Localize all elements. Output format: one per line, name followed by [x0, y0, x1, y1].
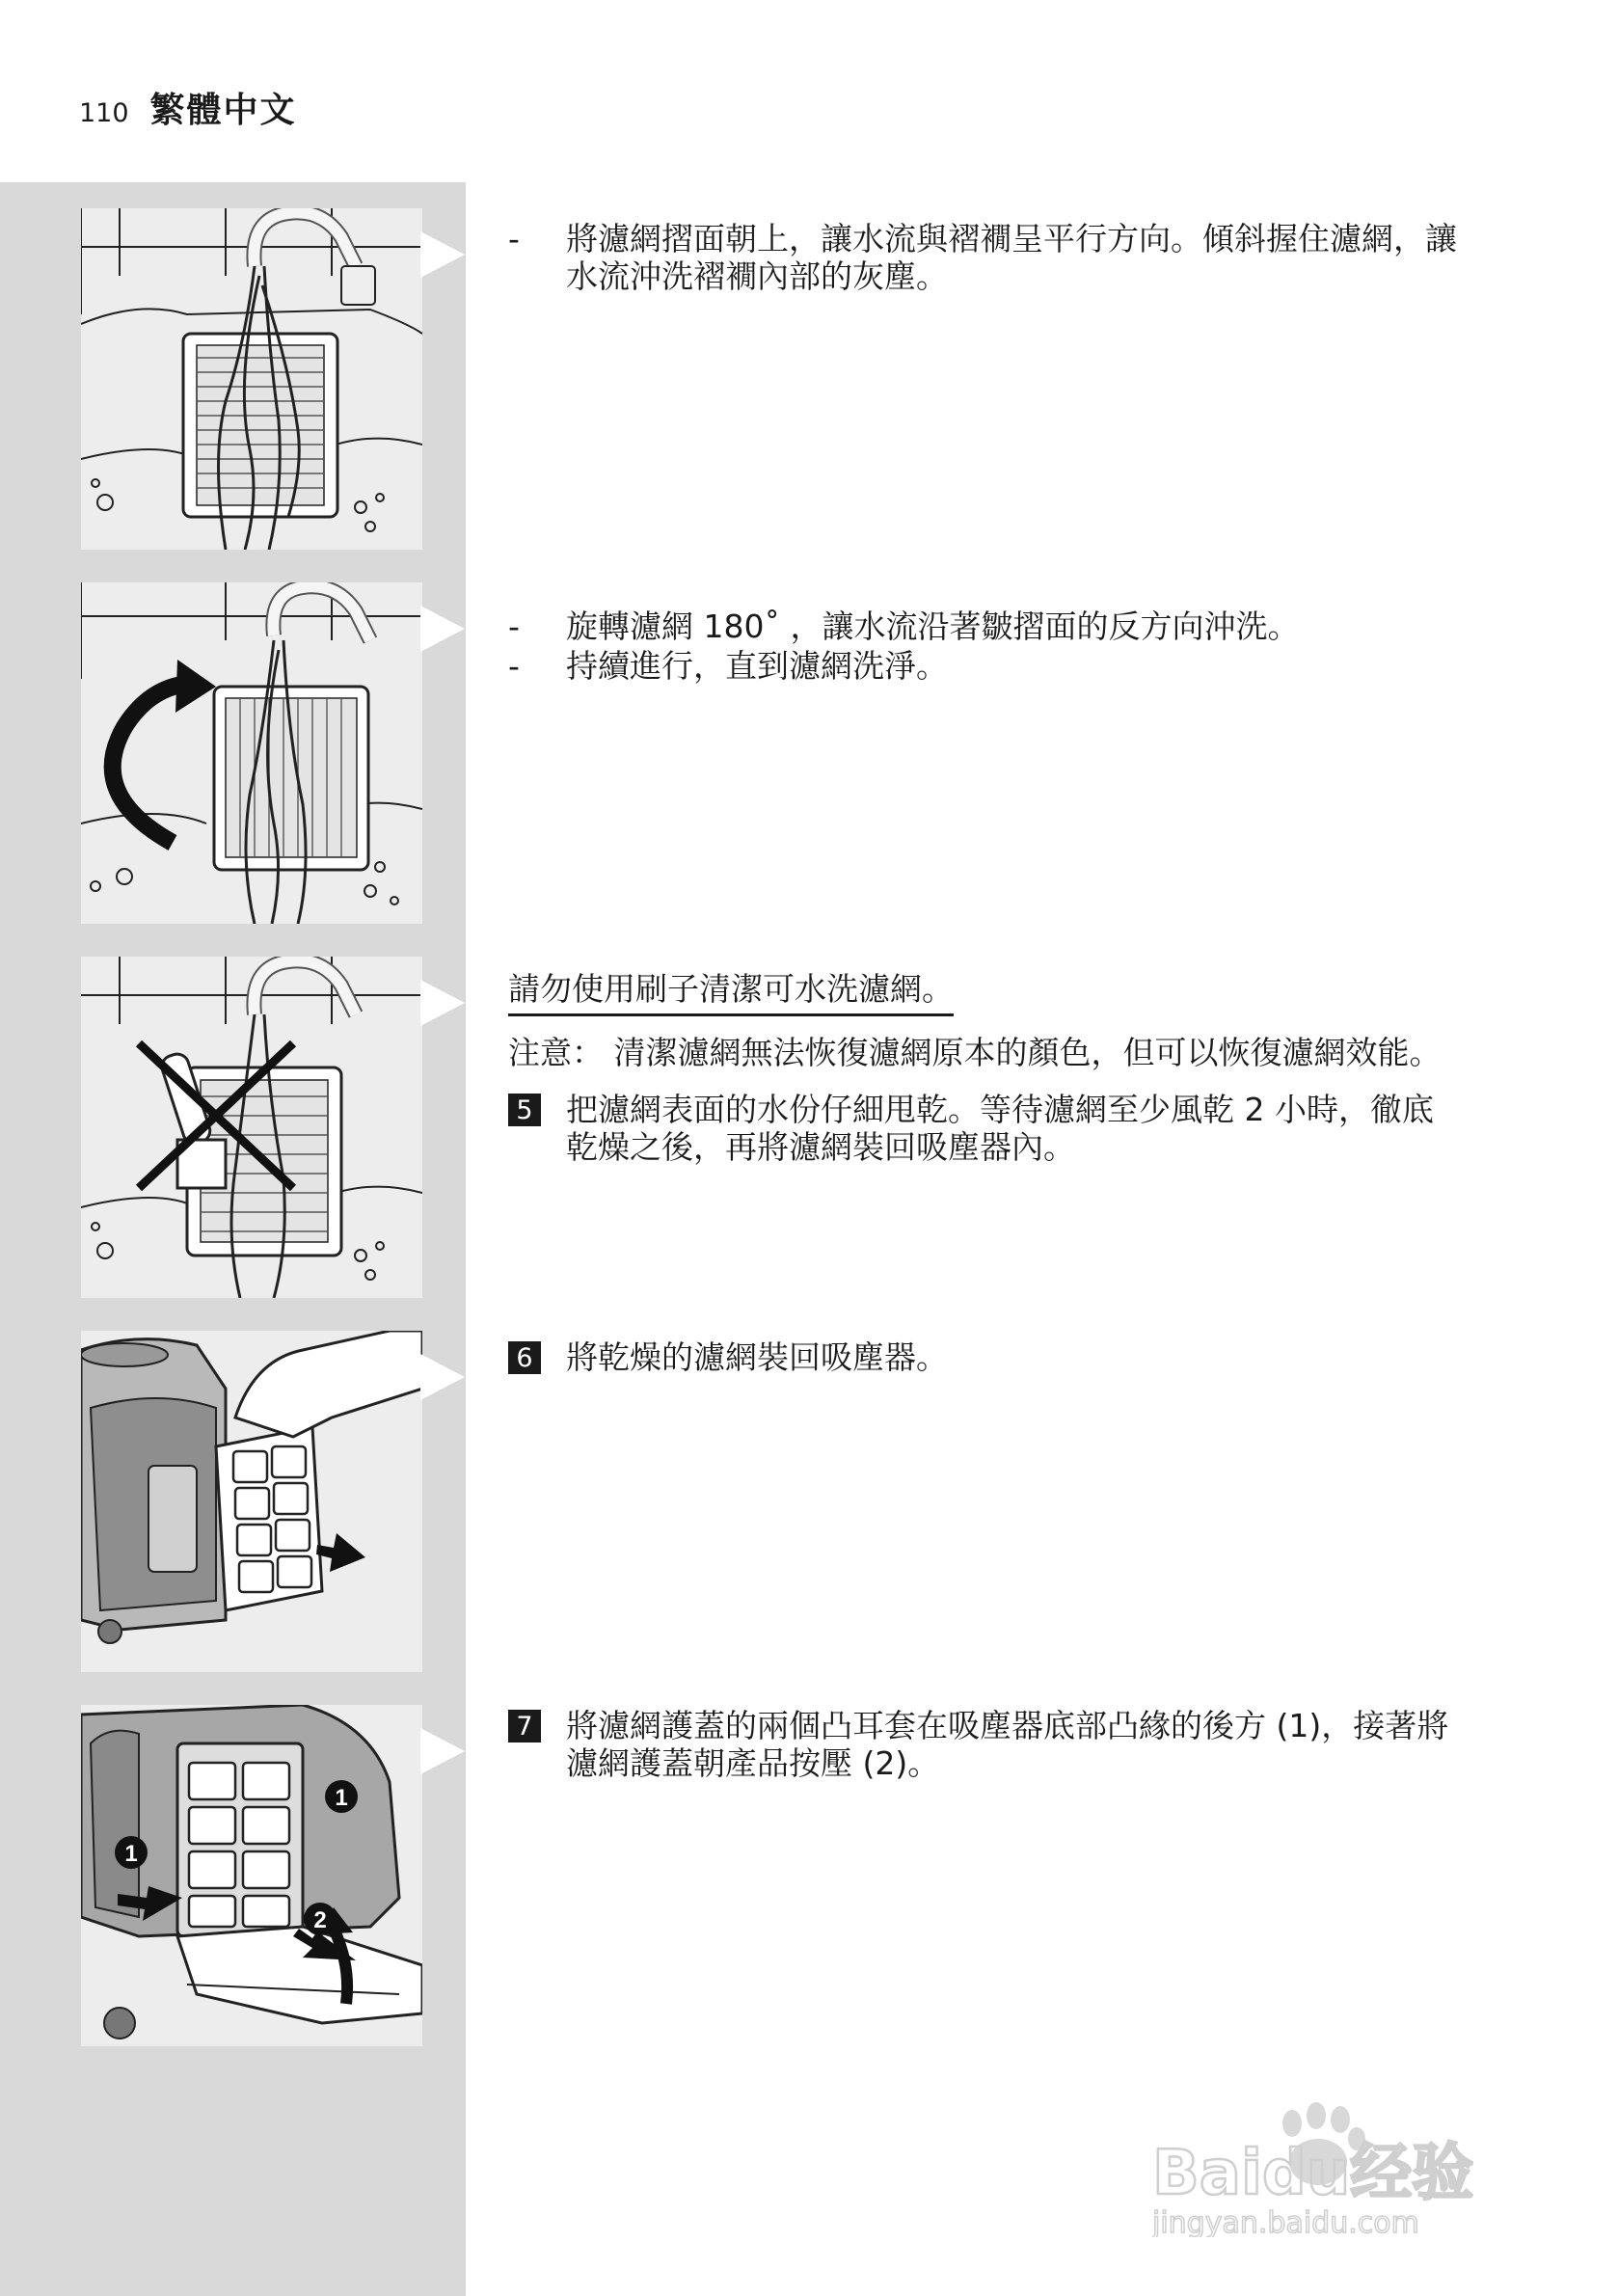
- bullet-dash: -: [508, 608, 520, 645]
- callout-1-label: 1: [335, 1785, 348, 1811]
- step-text: 將乾燥的濾網裝回吸塵器。: [566, 1338, 948, 1376]
- note-text: 注意： 清潔濾網無法恢復濾網原本的顏色，但可以恢復濾網效能。: [508, 1034, 1442, 1071]
- step-text: 把濾網表面的水份仔細甩乾。等待濾網至少風乾 2 小時，徹底 乾燥之後，再將濾網裝回吸塵器內。: [566, 1091, 1434, 1166]
- section-cover-text: [508, 1707, 1559, 1782]
- figure-rotate-filter: [81, 582, 422, 924]
- step-5: [508, 1091, 1559, 1166]
- figure-rinse-filter: [81, 208, 422, 550]
- bullet-text: 旋轉濾網 180˚ ，讓水流沿著皺摺面的反方向沖洗。: [566, 608, 1300, 645]
- step-7: [508, 1707, 1559, 1782]
- figure-filter-cover: [81, 1705, 422, 2046]
- bullet-dash: -: [508, 220, 520, 257]
- figure-pointer: [420, 1728, 465, 1774]
- bullet-item: [508, 220, 1559, 295]
- baidu-paw-logo: [1152, 2102, 1557, 2237]
- watermark-url: jingyan.baidu.com: [1152, 2206, 1419, 2237]
- baidu-watermark: [1152, 2102, 1557, 2237]
- bullet-item: [508, 608, 1559, 645]
- bullet-item: [508, 647, 1559, 685]
- page-number: 110: [79, 98, 129, 128]
- bullet-dash: -: [508, 647, 520, 685]
- figure-no-brush: [81, 957, 422, 1298]
- figure-pointer: [420, 231, 465, 278]
- section-rinse-text: [508, 220, 1559, 297]
- bullet-text: 持續進行，直到濾網洗淨。: [566, 647, 948, 685]
- warning-heading: 請勿使用刷子清潔可水洗濾網。: [508, 970, 954, 1016]
- step-number-badge: 6: [508, 1341, 541, 1374]
- section-no-brush-text: [508, 970, 1559, 1166]
- filter-cover-illustration: [81, 1705, 422, 2046]
- watermark-brand: Baidu经验: [1152, 2138, 1474, 2209]
- bullet-text: 將濾網摺面朝上，讓水流與褶襉呈平行方向。傾斜握住濾網，讓 水流沖洗褶襉內部的灰塵。: [566, 220, 1457, 295]
- step-number-badge: 5: [508, 1094, 541, 1126]
- rotate-rinse-illustration: [81, 582, 422, 924]
- section-rotate-text: [508, 608, 1559, 687]
- figure-pointer: [420, 980, 465, 1026]
- page-header: [79, 83, 297, 132]
- figure-pointer: [420, 606, 465, 652]
- step-6: [508, 1338, 1559, 1376]
- section-insert-text: [508, 1338, 1559, 1376]
- insert-filter-illustration: [81, 1331, 422, 1672]
- step-text: 將濾網護蓋的兩個凸耳套在吸塵器底部凸緣的後方 (1)，接著將 濾網護蓋朝產品按壓 (2)。: [566, 1707, 1449, 1782]
- language-label: 繁體中文: [149, 91, 297, 130]
- figure-pointer: [420, 1354, 465, 1400]
- callout-1-label: 1: [124, 1841, 138, 1867]
- callout-2-label: 2: [313, 1907, 327, 1933]
- step-number-badge: 7: [508, 1710, 541, 1742]
- no-brush-illustration: [81, 957, 422, 1298]
- figure-insert-filter: [81, 1331, 422, 1672]
- faucet-rinse-illustration: [81, 208, 422, 550]
